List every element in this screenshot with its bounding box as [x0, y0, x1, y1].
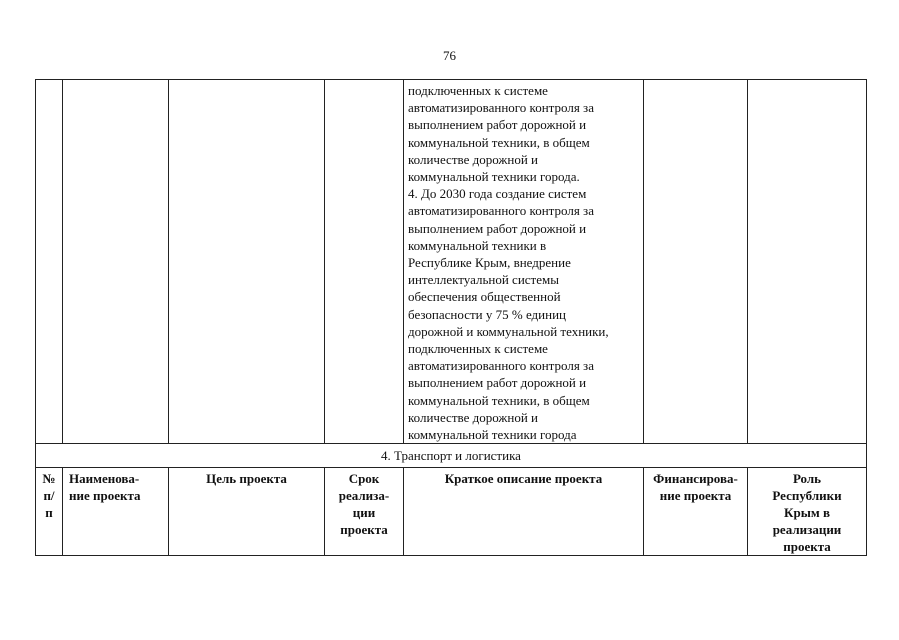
description-line: выполнением работ дорожной и — [408, 220, 587, 236]
description-line: подключенных к системе — [408, 341, 548, 357]
header-text: Финансирова- — [653, 471, 738, 487]
header-text: Краткое описание проекта — [444, 471, 603, 487]
header-text: проекта — [340, 522, 388, 538]
header-name — [63, 468, 169, 556]
term-cell — [325, 80, 404, 444]
role-cell — [748, 80, 867, 444]
header-text: реализа- — [338, 488, 390, 504]
description-line: 4. До 2030 года создание систем — [408, 186, 587, 202]
description-line: коммунальной техники города. — [408, 169, 580, 185]
description-line: безопасности у 75 % единиц — [408, 306, 566, 322]
description-line: количестве дорожной и — [408, 409, 538, 425]
description-cell — [404, 80, 644, 444]
description-line: автоматизированного контроля за — [408, 100, 594, 116]
description-line: количестве дорожной и — [408, 151, 538, 167]
header-term — [325, 468, 404, 556]
num-cell — [36, 80, 63, 444]
name-cell — [63, 80, 169, 444]
description-line: Республике Крым, внедрение — [408, 255, 571, 271]
projects-table — [35, 79, 867, 556]
header-text: ние проекта — [69, 488, 141, 504]
description-line: интеллектуальной системы — [408, 272, 559, 288]
description-line: автоматизированного контроля за — [408, 358, 594, 374]
continuation-row — [36, 80, 867, 444]
header-text: № — [42, 471, 56, 487]
header-text: Республики — [772, 488, 842, 504]
description-line: коммунальной техники в — [408, 237, 547, 253]
header-text: Срок — [348, 471, 380, 487]
description-line: коммунальной техники города — [408, 427, 577, 443]
description-line: выполнением работ дорожной и — [408, 117, 587, 133]
description-line: коммунальной техники, в общем — [408, 392, 590, 408]
header-text: Роль — [792, 471, 822, 487]
page-number: 76 — [443, 48, 456, 63]
header-text: реализации — [772, 522, 842, 538]
header-num — [36, 468, 63, 556]
header-text: Наименова- — [69, 471, 140, 487]
description-line: подключенных к системе — [408, 83, 548, 98]
header-text: Крым в — [784, 505, 830, 521]
header-text: Цель проекта — [206, 471, 287, 487]
header-financing — [644, 468, 748, 556]
goal-cell — [169, 80, 325, 444]
description-line: автоматизированного контроля за — [408, 203, 594, 219]
header-text: ции — [352, 505, 376, 521]
section-row — [36, 444, 867, 468]
header-row — [36, 468, 867, 556]
header-role — [748, 468, 867, 556]
header-text: п — [45, 505, 53, 521]
header-text: п/ — [43, 488, 55, 504]
header-text: ние проекта — [659, 488, 732, 504]
section-title: 4. Транспорт и логистика — [36, 444, 867, 468]
financing-cell — [644, 80, 748, 444]
header-goal — [169, 468, 325, 556]
header-description — [404, 468, 644, 556]
description-line: обеспечения общественной — [408, 289, 561, 305]
description-line: выполнением работ дорожной и — [408, 375, 587, 391]
description-line: дорожной и коммунальной техники, — [408, 323, 609, 339]
header-text: проекта — [783, 539, 831, 555]
description-line: коммунальной техники, в общем — [408, 134, 590, 150]
